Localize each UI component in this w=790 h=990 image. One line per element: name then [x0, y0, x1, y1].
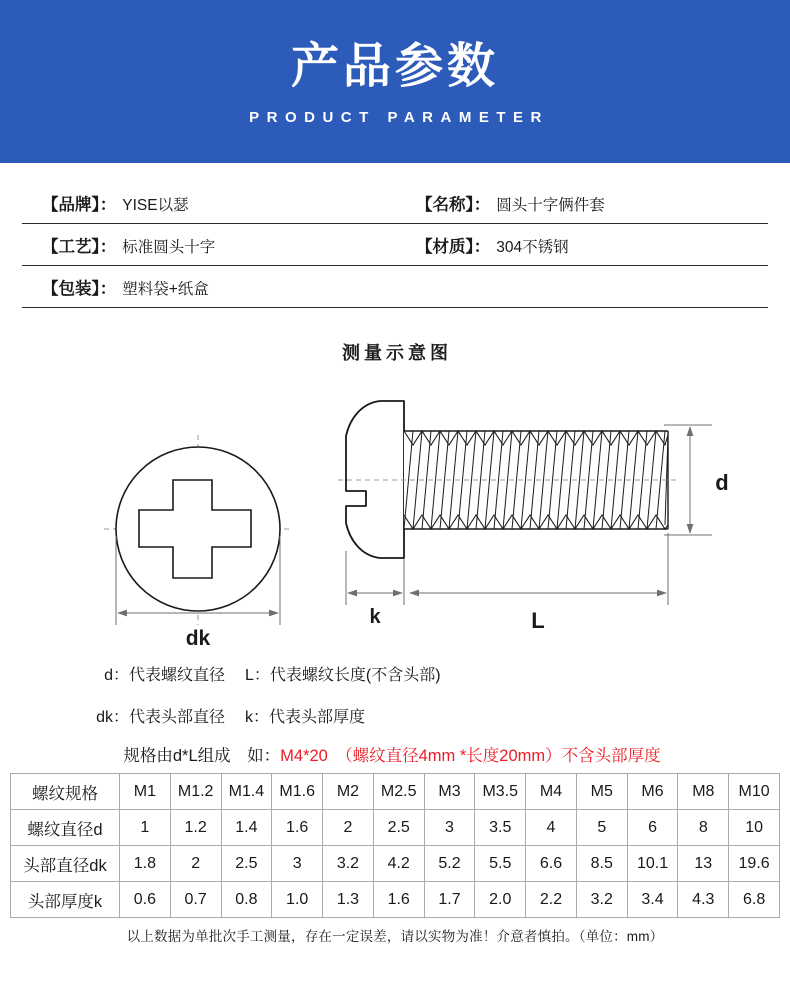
- table-cell: 2: [323, 810, 374, 846]
- table-cell: 1.2: [170, 810, 221, 846]
- table-header-cell: M4: [526, 774, 577, 810]
- table-cell: 3.4: [627, 882, 678, 918]
- table-cell: 1.7: [424, 882, 475, 918]
- legend-row: [0, 694, 790, 736]
- spec-table-wrapper: [10, 773, 780, 918]
- table-cell: 2.5: [221, 846, 272, 882]
- table-cell: 3.2: [576, 882, 627, 918]
- screw-side-view: [338, 401, 712, 605]
- table-rowhead-head-diameter: 头部直径dk: [11, 846, 120, 882]
- info-field-material: [407, 233, 768, 257]
- legend-item-L: [245, 662, 790, 685]
- table-header-cell: M3: [424, 774, 475, 810]
- table-cell: 0.7: [170, 882, 221, 918]
- info-field-process: [22, 233, 407, 257]
- info-row: [22, 224, 768, 266]
- table-row: [11, 882, 780, 918]
- legend-row: [0, 652, 790, 694]
- dk-label: dk: [185, 627, 211, 648]
- spec-format-red: M4*20 （螺纹直径4mm *长度20mm）不含头部厚度: [280, 747, 661, 765]
- table-header-cell: M2: [323, 774, 374, 810]
- L-arrow-right: [657, 590, 667, 597]
- legend-text-dk: dk：代表头部直径: [96, 708, 225, 726]
- page-subtitle: PRODUCT PARAMETER: [249, 109, 549, 127]
- table-cell: 2.0: [475, 882, 526, 918]
- table-cell: 2.5: [373, 810, 424, 846]
- table-cell: 10.1: [627, 846, 678, 882]
- table-cell: 5: [576, 810, 627, 846]
- k-arrow-left: [347, 590, 357, 597]
- legend-text-L: L：代表螺纹长度(不含头部): [245, 666, 441, 684]
- table-cell: 13: [678, 846, 729, 882]
- info-label-brand: 【品牌】：: [42, 195, 117, 214]
- table-cell: 1.8: [120, 846, 171, 882]
- info-value-material: 304不锈钢: [496, 238, 569, 256]
- table-cell: 0.8: [221, 882, 272, 918]
- table-rowhead-head-thickness: 头部厚度k: [11, 882, 120, 918]
- product-info-block: [22, 182, 768, 308]
- diagram-legend: [0, 652, 790, 736]
- info-value-packaging: 塑料袋+纸盒: [122, 280, 209, 298]
- table-cell: 8: [678, 810, 729, 846]
- screw-head-top-view: [104, 435, 292, 625]
- table-header-cell: M8: [678, 774, 729, 810]
- info-value-process: 标准圆头十字: [122, 238, 216, 256]
- measurement-diagram: [0, 373, 790, 648]
- info-row: [22, 266, 768, 308]
- info-value-name: 圆头十字俩件套: [496, 196, 605, 214]
- dk-arrow-right: [269, 610, 279, 617]
- table-header-cell: M1: [120, 774, 171, 810]
- info-value-brand: YISE以瑟: [122, 196, 189, 214]
- table-cell: 8.5: [576, 846, 627, 882]
- table-cell: 0.6: [120, 882, 171, 918]
- table-header-cell: M10: [729, 774, 780, 810]
- table-cell: 6: [627, 810, 678, 846]
- k-arrow-right: [393, 590, 403, 597]
- L-arrow-left: [409, 590, 419, 597]
- table-cell: 2: [170, 846, 221, 882]
- info-field-brand: [22, 191, 407, 215]
- info-label-name: 【名称】：: [416, 195, 491, 214]
- page-title: 产品参数: [290, 39, 499, 93]
- legend-text-d: d：代表螺纹直径: [104, 666, 225, 684]
- table-cell: 6.6: [526, 846, 577, 882]
- table-cell: 1.3: [323, 882, 374, 918]
- table-cell: 1.6: [272, 810, 323, 846]
- diagram-section-title: 测量示意图: [342, 343, 452, 363]
- table-cell: 1: [120, 810, 171, 846]
- page-header-banner: [0, 0, 790, 163]
- info-label-process: 【工艺】：: [42, 237, 117, 256]
- dk-arrow-left: [117, 610, 127, 617]
- table-header-cell: M6: [627, 774, 678, 810]
- table-header-cell: M1.2: [170, 774, 221, 810]
- table-cell: 5.5: [475, 846, 526, 882]
- table-rowhead-diameter: 螺纹直径d: [11, 810, 120, 846]
- d-arrow-bottom: [687, 524, 694, 534]
- table-cell: 3.2: [323, 846, 374, 882]
- table-rowhead-spec: 螺纹规格: [11, 774, 120, 810]
- info-field-name: [407, 191, 768, 215]
- table-header-cell: M2.5: [373, 774, 424, 810]
- table-cell: 6.8: [729, 882, 780, 918]
- table-cell: 2.2: [526, 882, 577, 918]
- table-cell: 3: [424, 810, 475, 846]
- table-header-cell: M1.6: [272, 774, 323, 810]
- info-label-packaging: 【包装】：: [42, 279, 117, 298]
- table-header-row: [11, 774, 780, 810]
- table-header-cell: M5: [576, 774, 627, 810]
- disclaimer-note: 以上数据为单批次手工测量，存在一定误差，请以实物为准！介意者慎拍。（单位：mm）: [126, 929, 664, 944]
- legend-text-k: k：代表头部厚度: [245, 708, 366, 726]
- info-row: [22, 182, 768, 224]
- d-label: d: [715, 470, 729, 495]
- k-label: k: [369, 606, 381, 628]
- L-label: L: [531, 608, 545, 633]
- legend-item-d: [0, 662, 245, 685]
- table-cell: 4: [526, 810, 577, 846]
- table-row: [11, 810, 780, 846]
- spec-format-note: [0, 742, 790, 766]
- table-cell: 1.0: [272, 882, 323, 918]
- info-field-packaging: [22, 275, 407, 299]
- table-header-cell: M1.4: [221, 774, 272, 810]
- table-cell: 4.2: [373, 846, 424, 882]
- table-cell: 1.4: [221, 810, 272, 846]
- info-label-material: 【材质】：: [416, 237, 491, 256]
- table-cell: 3.5: [475, 810, 526, 846]
- table-cell: 10: [729, 810, 780, 846]
- table-header-cell: M3.5: [475, 774, 526, 810]
- table-row: [11, 846, 780, 882]
- spec-format-black: 规格由d*L组成 如：: [123, 747, 281, 765]
- table-cell: 19.6: [729, 846, 780, 882]
- table-cell: 5.2: [424, 846, 475, 882]
- legend-item-k: [245, 704, 790, 727]
- screw-spec-table: [10, 773, 780, 918]
- table-cell: 4.3: [678, 882, 729, 918]
- table-cell: 3: [272, 846, 323, 882]
- legend-item-dk: [0, 704, 245, 727]
- d-arrow-top: [687, 426, 694, 436]
- table-cell: 1.6: [373, 882, 424, 918]
